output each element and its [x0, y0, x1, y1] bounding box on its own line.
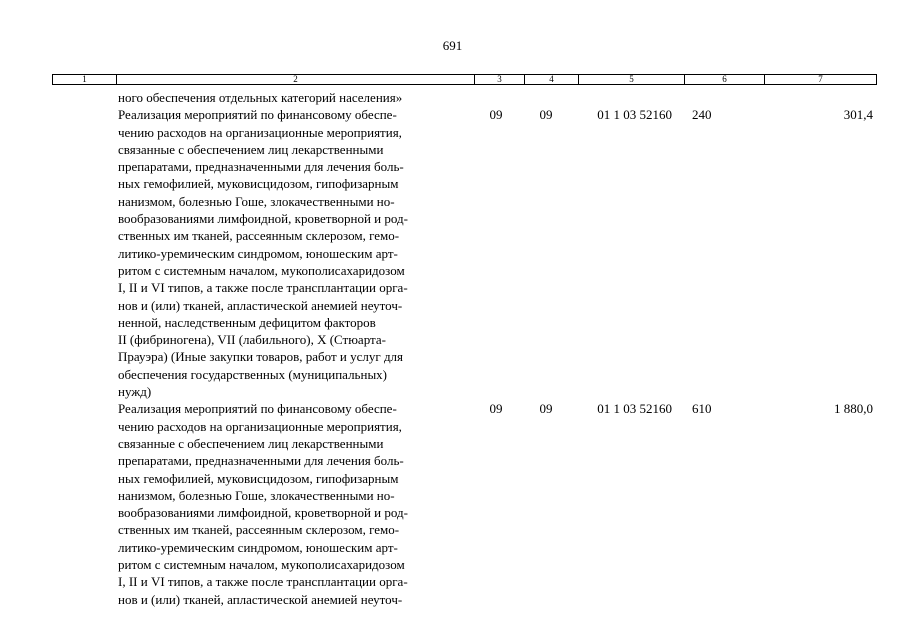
row-subsection: 09: [539, 401, 553, 417]
header-col-2: 2: [117, 75, 475, 84]
row-section: 09: [489, 401, 503, 417]
row-amount: 301,4: [843, 107, 873, 123]
header-col-6: 6: [685, 75, 765, 84]
row-target-code: 01 1 03 52160: [597, 401, 672, 417]
table-row: [52, 400, 877, 608]
row-section: 09: [489, 107, 503, 123]
row-expense-type: 240: [692, 107, 712, 123]
page-number: 691: [442, 38, 463, 53]
continuation-text: ного обеспечения отдельных категорий населения»: [118, 90, 403, 105]
table-row: [52, 106, 877, 400]
table-body: [52, 89, 877, 608]
row-target-code: 01 1 03 52160: [597, 107, 672, 123]
header-col-5: 5: [579, 75, 685, 84]
row-description: Реализация мероприятий по финансовому обеспе- чению расходов на организационные мероприятия, связанные с обеспечением лиц лекарственными препаратами, предназначенными для лечения боль- ных гемофилией, муковисцидозом, гипофизарным нанизмом, болезнью Гоше, злокачественными но- вообразованиями лимфоидной, кроветворной и род- ственных им тканей, рассеянным склерозом, гемо- литико-уремическим синдромом, юношеским арт- ритом с системным началом, мукополисахаридозом I, II и VI типов, а также после трансплантации орга- нов и (или) тканей, апластической анемией неуточ-: [118, 401, 408, 607]
row-amount: 1 880,0: [834, 401, 873, 417]
header-col-1: 1: [53, 75, 117, 84]
row-subsection: 09: [539, 107, 553, 123]
row-expense-type: 610: [692, 401, 712, 417]
header-col-3: 3: [475, 75, 525, 84]
row-description: Реализация мероприятий по финансовому обеспе- чению расходов на организационные мероприятия, связанные с обеспечением лиц лекарственными препаратами, предназначенными для лечения боль- ных гемофилией, муковисцидозом, гипофизарным нанизмом, болезнью Гоше, злокачественными но- вообразованиями лимфоидной, кроветворной и род- ственных им тканей, рассеянным склерозом, гемо- литико-уремическим синдромом, юношеским арт- ритом с системным началом, мукополисахаридозом I, II и VI типов, а также после трансплантации орга- нов и (или) тканей, апластической анемией неуточ- ненной, наследственным дефицитом факторов II (фибриногена), VII (лабильного), X (Стюарта- Прауэра) (Иные закупки товаров, работ и услуг для обеспечения государственных (муниципальных) нужд): [118, 107, 408, 400]
table-header-row: [52, 74, 877, 85]
header-col-7: 7: [818, 74, 823, 84]
header-col-4: 4: [525, 75, 579, 84]
